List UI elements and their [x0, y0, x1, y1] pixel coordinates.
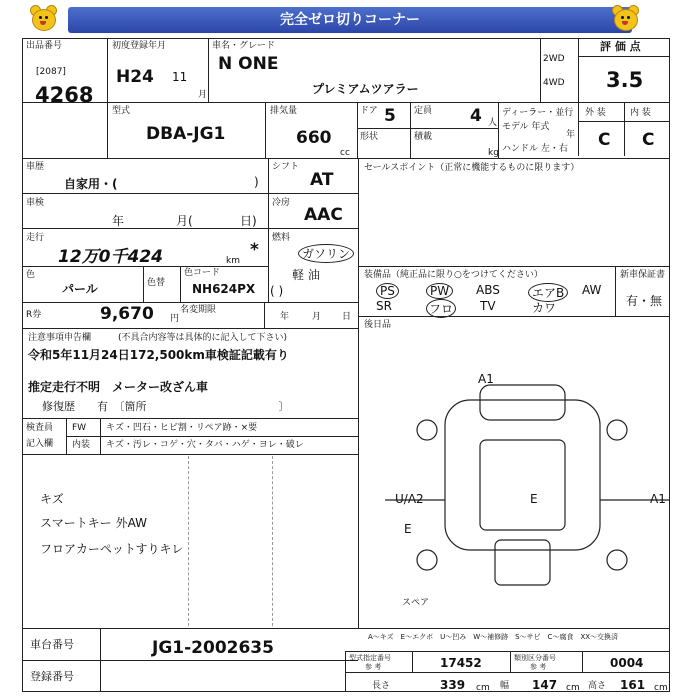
- recycle-value: 9,670: [100, 304, 154, 324]
- equip-airbag: エアB: [528, 283, 568, 302]
- bear-mascot-icon: [610, 3, 640, 33]
- bear-mascot-icon: [28, 3, 58, 33]
- name-change-year: 年: [280, 312, 290, 322]
- equip-pw: PW: [426, 283, 453, 299]
- load-label: 積載: [414, 132, 433, 142]
- chassis-label: 車台番号: [30, 638, 74, 651]
- type-no-ref: 参 考: [365, 663, 382, 671]
- recycle-label: R券: [26, 310, 42, 320]
- equip-aw: AW: [582, 283, 602, 297]
- doors-value: 5: [384, 106, 396, 126]
- mileage-value: 12万0千424: [58, 247, 163, 267]
- handle-label: ハンドル 左・右: [502, 144, 568, 154]
- load-unit: kg: [488, 148, 499, 158]
- type-label: 型式: [112, 106, 131, 116]
- spare-label: スペア: [402, 598, 430, 608]
- fuel-diesel: 軽 油: [292, 268, 320, 282]
- capacity-label: 定員: [414, 106, 433, 116]
- exterior-value: C: [598, 130, 611, 150]
- width-label: 幅: [500, 681, 510, 691]
- height-unit: cm: [654, 683, 668, 693]
- drive-2wd: 2WD: [543, 54, 565, 64]
- inspector-label-2: 記入欄: [26, 439, 54, 449]
- equip-fu: フロ: [426, 299, 456, 318]
- car-damage-diagram: [385, 370, 670, 620]
- dealer-label: ディーラー・並行: [502, 108, 574, 118]
- mark-e-left: E: [404, 522, 412, 536]
- capacity-value: 4: [470, 106, 482, 126]
- handwritten-line1: キズ: [40, 492, 64, 506]
- length-label: 長さ: [372, 681, 391, 691]
- header-banner: 完全ゼロ切りコーナー: [68, 7, 632, 33]
- shift-value: AT: [310, 170, 334, 190]
- year-unit: 年: [566, 130, 576, 140]
- equip-sr: SR: [376, 299, 392, 313]
- mark-a1-top: A1: [478, 372, 494, 386]
- inspection-day: 日): [240, 214, 257, 228]
- mileage-unit: km: [226, 256, 240, 266]
- equip-tv: TV: [480, 299, 496, 313]
- mark-ua2: U/A2: [395, 492, 424, 506]
- displacement-label: 排気量: [270, 106, 298, 116]
- mark-e-center: E: [530, 492, 538, 506]
- reg-era: H24: [116, 67, 154, 87]
- displacement-value: 660: [296, 128, 332, 148]
- inspector-row2-label: 内装: [72, 440, 91, 450]
- cooling-label: 冷房: [272, 198, 291, 208]
- type-no: 17452: [440, 656, 482, 670]
- color-label: 色: [26, 270, 36, 280]
- interior-value: C: [642, 130, 655, 150]
- capacity-unit: 人: [488, 118, 498, 128]
- doors-label: ドア: [360, 106, 378, 116]
- handwritten-line2: スマートキー 外AW: [40, 516, 147, 530]
- type-value: DBA-JG1: [146, 124, 226, 144]
- mileage-label: 走行: [26, 233, 45, 243]
- warranty-value: 有・無: [626, 294, 663, 308]
- interior-label: 内 装: [630, 108, 651, 118]
- color-code-label: 色コード: [184, 268, 221, 278]
- equipment-label: 装備品（純正品に限り○をつけてください）: [364, 270, 543, 280]
- inspector-row1-label: FW: [72, 423, 87, 433]
- name-label: 車名・グレード: [212, 41, 276, 51]
- score-label: 評 価 点: [600, 40, 641, 53]
- height-value: 161: [620, 678, 646, 692]
- inspector-row2: キズ・汚レ・コゲ・穴・タバ・ハゲ・ヨレ・破レ: [106, 440, 304, 450]
- width-value: 147: [532, 678, 558, 692]
- chassis-value: JG1-2002635: [152, 638, 274, 658]
- inspector-label-1: 検査員: [26, 423, 54, 433]
- car-grade: プレミアムツアラー: [312, 82, 419, 96]
- color-value: パール: [62, 282, 98, 296]
- fuel-gas: ガソリン: [298, 244, 354, 263]
- shape-label: 形状: [360, 132, 379, 142]
- history-label: 車歴: [26, 162, 45, 172]
- recycle-unit: 円: [170, 314, 180, 324]
- lot-sub: [2087]: [36, 67, 66, 77]
- name-change-label: 名変期限: [180, 305, 217, 315]
- height-label: 高さ: [588, 681, 607, 691]
- equip-leather: カワ: [532, 301, 557, 315]
- color-replace-label: 色替: [147, 278, 166, 288]
- name-change-month: 月: [312, 312, 322, 322]
- notes-hint: (不具合内容等は具体的に記入して下さい): [118, 333, 288, 343]
- class-no-label: 類別区分番号: [514, 654, 556, 662]
- fuel-label: 燃料: [272, 233, 291, 243]
- sales-point-label: セールスポイント（正常に機能するものに限ります）: [364, 163, 580, 173]
- width-unit: cm: [566, 683, 580, 693]
- lot-label: 出品番号: [26, 41, 63, 51]
- inner-seat-label: 後日品: [364, 320, 392, 330]
- warranty-label: 新車保証書: [620, 270, 666, 280]
- history-close: ): [254, 175, 259, 189]
- class-no-ref: 参 考: [530, 663, 547, 671]
- notes-label: 注意事項申告欄: [28, 333, 92, 343]
- reg-month: 11: [172, 70, 188, 84]
- repair-history: 修復歴 有 〔箇所 〕: [42, 400, 290, 413]
- lot-number: 4268: [35, 83, 94, 107]
- equip-ps: PS: [376, 283, 399, 299]
- type-no-label: 型式指定番号: [349, 654, 391, 662]
- handwritten-line3: フロアカーペットすりキレ: [40, 542, 184, 556]
- mark-a1-right: A1: [650, 492, 666, 506]
- length-unit: cm: [476, 683, 490, 693]
- inspection-month: 月(: [176, 214, 193, 228]
- inspector-row1: キズ・凹石・ヒビ割・リペア跡・×要: [106, 423, 258, 433]
- car-model: N ONE: [218, 54, 279, 74]
- score-value: 3.5: [606, 68, 644, 92]
- shift-label: シフト: [272, 162, 300, 172]
- color-paren: ( ): [270, 284, 284, 298]
- mileage-star: *: [250, 240, 259, 260]
- reg-month-unit: 月: [198, 90, 208, 100]
- notes-line1: 令和5年11月24日172,500km車検証記載有り: [28, 348, 289, 362]
- class-no: 0004: [610, 656, 644, 670]
- plate-label: 登録番号: [30, 670, 74, 683]
- equip-abs: ABS: [476, 283, 500, 297]
- notes-line2: 推定走行不明 メーター改ざん車: [28, 380, 209, 394]
- name-change-day: 日: [342, 312, 352, 322]
- drive-4wd: 4WD: [543, 78, 565, 88]
- cooling-value: AAC: [304, 205, 343, 225]
- exterior-label: 外 装: [585, 108, 606, 118]
- reg-label: 初度登録年月: [112, 41, 167, 51]
- inspection-label: 車検: [26, 198, 45, 208]
- length-value: 339: [440, 678, 466, 692]
- history-value: 自家用・(: [64, 177, 118, 191]
- legend-text: A～キズ E～エクボ U～凹み W～補修跡 S～サビ C～腐食 XX～交換済: [368, 633, 619, 641]
- color-code: NH624PX: [192, 282, 256, 296]
- displacement-unit: cc: [340, 148, 350, 158]
- model-year-label: モデル 年式: [502, 122, 550, 132]
- inspection-year: 年: [112, 214, 125, 228]
